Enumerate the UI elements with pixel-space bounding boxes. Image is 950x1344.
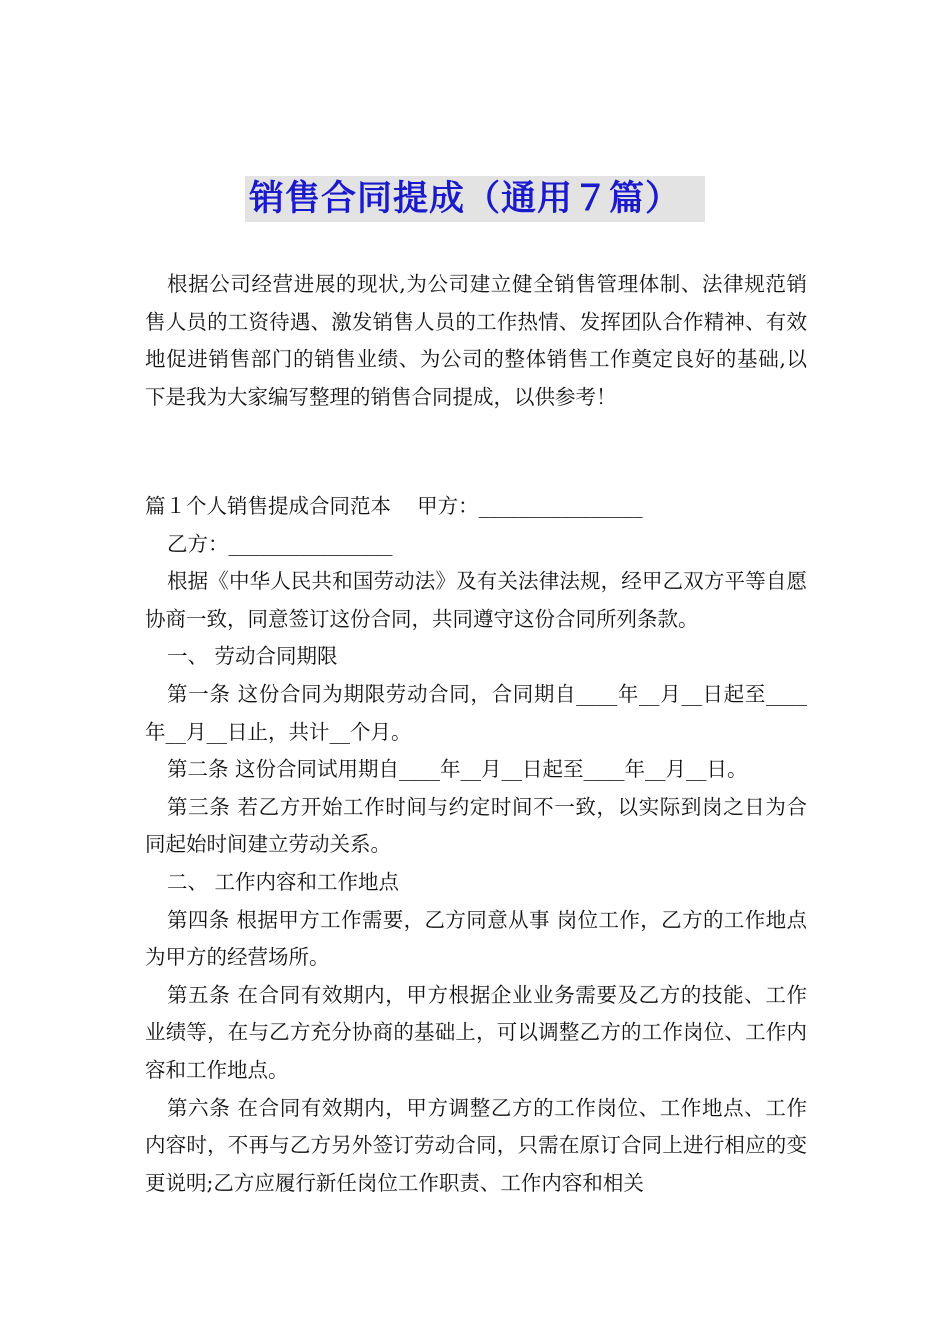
party-b-line: 乙方：________________ bbox=[167, 531, 393, 556]
heading-term: 一、 劳动合同期限 bbox=[167, 644, 338, 669]
section-heading-line bbox=[145, 488, 807, 526]
article-4: 第四条 根据甲方工作需要，乙方同意从事 岗位工作，乙方的工作地点为甲方的经营场所。 bbox=[145, 907, 807, 970]
intro-section bbox=[145, 266, 807, 416]
article-3: 第三条 若乙方开始工作时间与约定时间不一致，以实际到岗之日为合同起始时间建立劳动关系。 bbox=[145, 794, 807, 857]
heading-work-content: 二、 工作内容和工作地点 bbox=[167, 869, 400, 894]
contract-paragraph: 根据《中华人民共和国劳动法》及有关法律法规，经甲乙双方平等自愿协商一致，同意签订这份合同，共同遵守这份合同所列条款。 bbox=[145, 569, 807, 631]
intro-paragraph: 根据公司经营进展的现状,为公司建立健全销售管理体制、法律规范销售人员的工资待遇、激发销售人员的工作热情、发挥团队合作精神、有效地促进销售部门的销售业绩、为公司的整体销售工作奠定良好的基础,以下是我为大家编写整理的销售合同提成，以供参考！ bbox=[145, 272, 807, 409]
section-heading: 篇１个人销售提成合同范本 bbox=[145, 494, 391, 518]
article-5: 第五条 在合同有效期内，甲方根据企业业务需要及乙方的技能、工作业绩等，在与乙方充分协商的基础上，可以调整乙方的工作岗位、工作内容和工作地点。 bbox=[145, 982, 807, 1082]
title-area bbox=[0, 176, 950, 222]
party-a-line: 甲方：________________ bbox=[417, 494, 643, 518]
document-title: 销售合同提成（通用７篇） bbox=[245, 176, 705, 222]
article-1: 第一条 这份合同为期限劳动合同，合同期自____年__月__日起至____年__月__日止，共计__个月。 bbox=[145, 681, 807, 744]
article-6: 第六条 在合同有效期内，甲方调整乙方的工作岗位、工作地点、工作内容时，不再与乙方另外签订劳动合同，只需在原订合同上进行相应的变更说明;乙方应履行新任岗位工作职责、工作内容和相关 bbox=[145, 1095, 807, 1195]
contract-section bbox=[145, 488, 807, 1202]
article-2: 第二条 这份合同试用期自____年__月__日起至____年__月__日。 bbox=[167, 757, 748, 782]
